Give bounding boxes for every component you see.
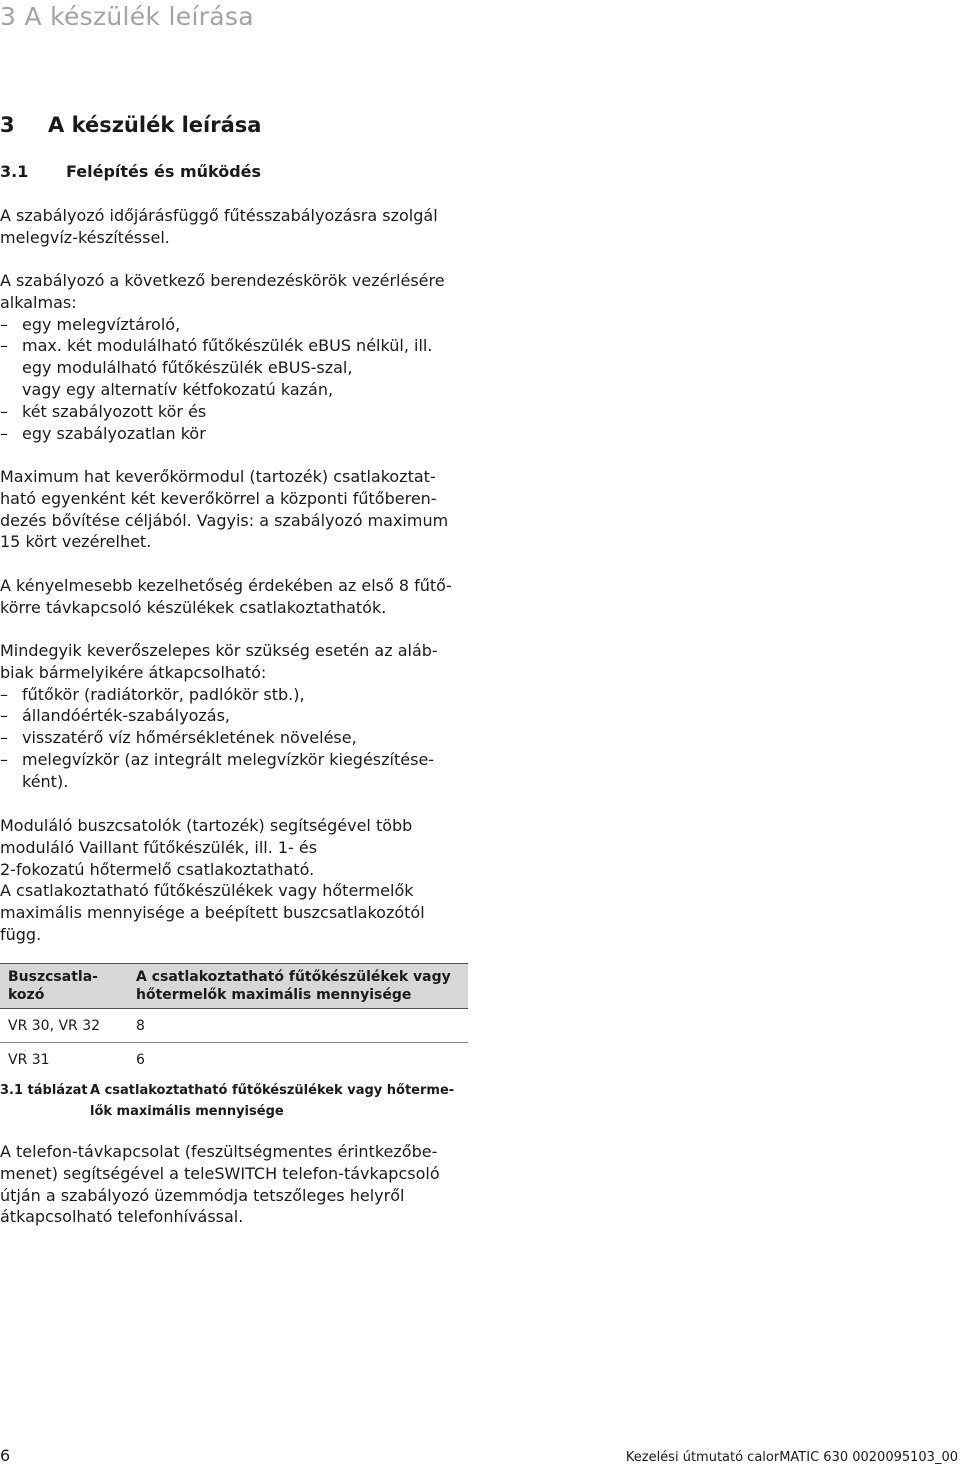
text-line: A csatlakoztatható fűtőkészülékek vagy hőtermelők <box>0 881 414 901</box>
table-row <box>0 1043 468 1077</box>
paragraph-teleswitch <box>0 1141 475 1228</box>
text-line: ható egyenként két keverőkörrel a központi fűtőberen- <box>0 488 437 508</box>
list-item: – állandóérték-szabályozás, <box>0 705 475 727</box>
text-line: ként). <box>22 771 69 791</box>
paragraph-switchable-modes <box>0 640 475 793</box>
text-line: állandóérték-szabályozás, <box>22 706 230 726</box>
text-line: A kényelmesebb kezelhetőség érdekében az első 8 fűtő- <box>0 576 452 595</box>
text-line: A telefon-távkapcsolat (feszültségmentes érintkezőbe- <box>0 1142 438 1161</box>
text-line: max. két modulálható fűtőkészülék eBUS nélkül, ill. <box>22 336 433 356</box>
list-item: – fűtőkör (radiátorkör, padlókör stb.), <box>0 684 475 706</box>
text-line: útján a szabályozó üzemmódja tetszőleges helyről <box>0 1185 405 1205</box>
list-item: – visszatérő víz hőmérsékletének növelése, <box>0 727 475 749</box>
text-line: 2-fokozatú hőtermelő csatlakoztatható. <box>0 859 315 879</box>
paragraph-intro <box>0 205 475 249</box>
table-cell: 6 <box>136 1051 145 1068</box>
paragraph-circuits <box>0 270 475 444</box>
text-line: maximális mennyisége a beépített buszcsatlakozótól <box>0 903 425 923</box>
list-item: – egy melegvíztároló, <box>0 314 475 336</box>
text-line: dezés bővítése céljából. Vagyis: a szabályozó maximum <box>0 510 449 530</box>
table-header-cell: Buszcsatla- kozó <box>0 964 128 1009</box>
text-line: visszatérő víz hőmérsékletének növelése, <box>22 728 357 748</box>
paragraph-mixer-modules <box>0 466 475 553</box>
text-line: átkapcsolható telefonhívással. <box>0 1207 244 1227</box>
section-title: Felépítés és működés <box>66 162 262 181</box>
table-cell: 8 <box>128 1009 468 1043</box>
page-number: 6 <box>0 1446 11 1465</box>
text-line: biak bármelyikére átkapcsolható: <box>0 662 267 682</box>
text-line: melegvíz-készítéssel. <box>0 227 170 247</box>
text-line: menet) segítségével a teleSWITCH telefon-távkapcsoló <box>0 1163 440 1183</box>
max-devices-table <box>0 963 468 1076</box>
text-line: egy szabályozatlan kör <box>22 423 206 443</box>
list-item: – egy szabályozatlan kör <box>0 423 475 445</box>
table-header-row <box>0 964 468 1009</box>
chapter-heading <box>0 113 261 137</box>
text-line: moduláló Vaillant fűtőkészülék, ill. 1- és <box>0 837 318 857</box>
text-line: Moduláló buszcsatolók (tartozék) segítségével több <box>0 816 413 835</box>
paragraph-bus-couplers <box>0 815 475 946</box>
text-line: Maximum hat keverőkörmodul (tartozék) csatlakoztat- <box>0 467 436 486</box>
text-line: alkalmas: <box>0 292 77 312</box>
running-header: 3 A készülék leírása <box>0 2 254 31</box>
text-line: vagy egy alternatív kétfokozatú kazán, <box>22 379 334 399</box>
table-cell: VR 31 <box>8 1051 50 1068</box>
document-id: Kezelési útmutató calorMATIC 630 0020095103_00 <box>625 1450 958 1465</box>
text-line: egy melegvíztároló, <box>22 314 181 334</box>
list-item: – max. két modulálható fűtőkészülék eBUS nélkül, ill. egy modulálható fűtőkészülék eBUS-szal, vagy egy alternatív kétfokozatú kazán, <box>0 335 475 400</box>
text-line: melegvízkör (az integrált melegvízkör kiegészítése- <box>22 749 435 769</box>
text-line: A szabályozó a következő berendezéskörök vezérlésére <box>0 271 445 290</box>
section-heading <box>0 162 261 181</box>
text-line: függ. <box>0 924 42 944</box>
table-cell: VR 30, VR 32 <box>0 1009 128 1043</box>
text-line: fűtőkör (radiátorkör, padlókör stb.), <box>22 684 305 704</box>
list-item: – melegvízkör (az integrált melegvízkör kiegészítése- ként). <box>0 749 475 793</box>
table-row <box>0 1009 468 1043</box>
text-line: körre távkapcsoló készülékek csatlakoztathatók. <box>0 597 387 617</box>
table-caption <box>0 1080 470 1122</box>
list-item: – két szabályozott kör és <box>0 401 475 423</box>
text-line: 15 kört vezérelhet. <box>0 532 152 552</box>
chapter-number: 3 <box>0 113 15 137</box>
text-line: egy modulálható fűtőkészülék eBUS-szal, <box>22 358 353 378</box>
paragraph-remote-control <box>0 575 475 619</box>
chapter-title: A készülék leírása <box>48 113 262 137</box>
table-header-cell: A csatlakoztatható fűtőkészülékek vagy hőtermelők maximális mennyisége <box>128 964 468 1009</box>
caption-label: 3.1 táblázat <box>0 1083 88 1098</box>
caption-text: lők maximális mennyisége <box>90 1104 284 1119</box>
section-number: 3.1 <box>0 162 29 181</box>
text-line: Mindegyik keverőszelepes kör szükség esetén az aláb- <box>0 641 438 660</box>
text-line: két szabályozott kör és <box>22 401 207 421</box>
text-line: A szabályozó időjárásfüggő fűtésszabályozásra szolgál <box>0 206 438 225</box>
caption-text: A csatlakoztatható fűtőkészülékek vagy hőterme- <box>90 1083 455 1098</box>
